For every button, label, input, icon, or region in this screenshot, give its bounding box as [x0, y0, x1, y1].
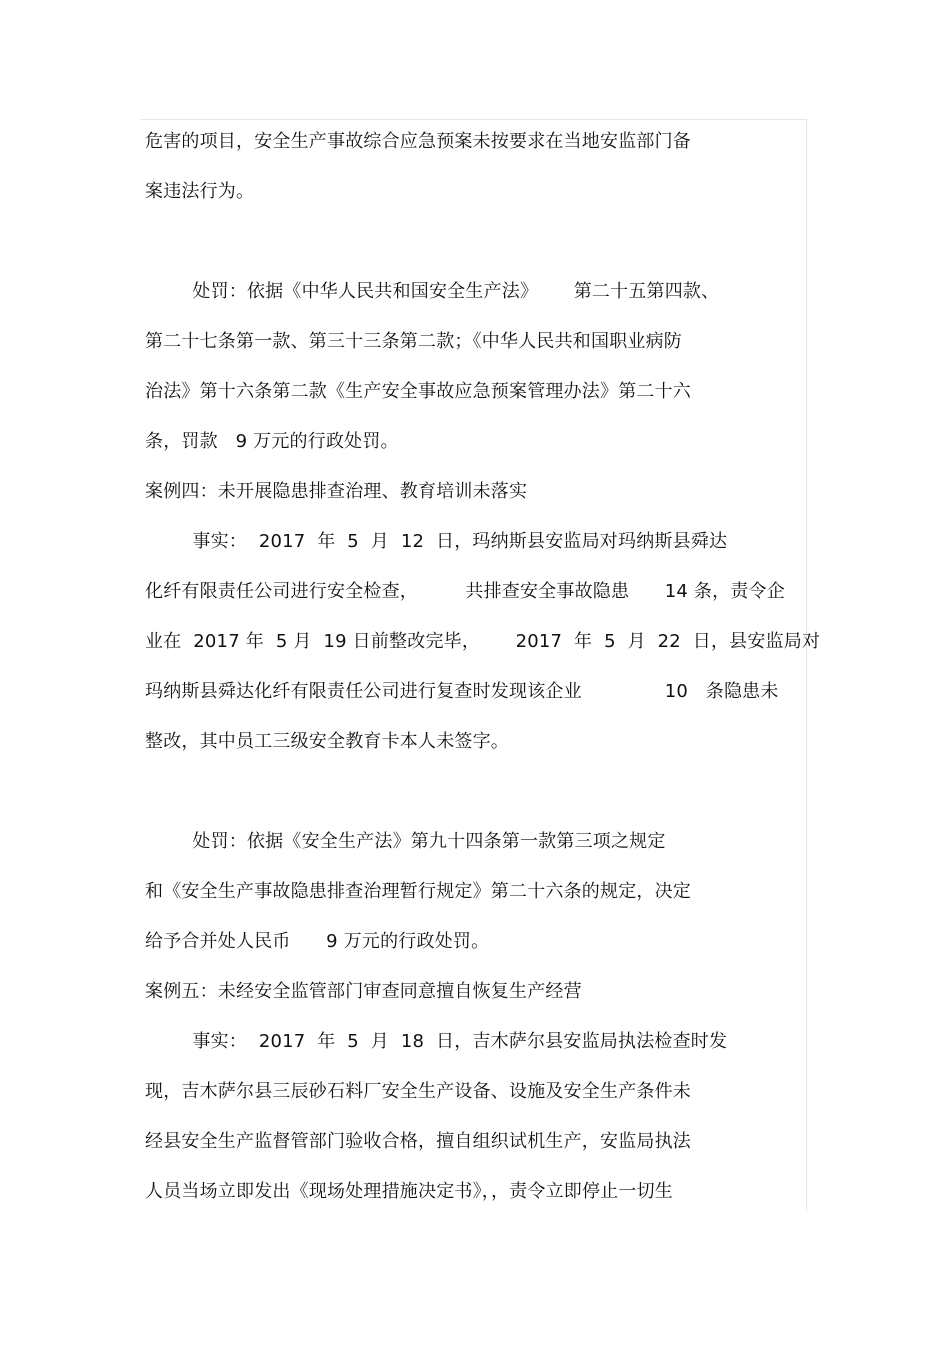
case-heading: 案例四：未开展隐患排查治理、教育培训未落实: [145, 481, 528, 502]
text-line: 化纤有限责任公司进行安全检查， 共排查安全事故隐患 14 条，责令企: [145, 581, 785, 602]
penalty-paragraph-line: 处罚：依据《安全生产法》第九十四条第一款第三项之规定: [145, 831, 666, 852]
text-line: 给予合并处人民币 9 万元的行政处罚。: [145, 931, 490, 952]
text-line: 治法》第十六条第二款《生产安全事故应急预案管理办法》第二十六: [145, 381, 691, 402]
text-line: 案违法行为。: [145, 181, 255, 202]
penalty-paragraph-line: 处罚：依据《中华人民共和国安全生产法》 第二十五第四款、: [145, 281, 720, 302]
text-line: 业在 2017 年 5 月 19 日前整改完毕， 2017 年 5 月 22 日，县安监局对: [145, 631, 821, 652]
text-line: 条，罚款 9 万元的行政处罚。: [145, 431, 399, 452]
text-line: 人员当场立即发出《现场处理措施决定书》，，责令立即停止一切生: [145, 1181, 673, 1202]
text-line: 经县安全生产监督管部门验收合格，擅自组织试机生产，安监局执法: [145, 1131, 691, 1152]
facts-paragraph-line: 事实： 2017 年 5 月 18 日，吉木萨尔县安监局执法检查时发: [145, 1031, 728, 1052]
text-line: 整改，其中员工三级安全教育卡本人未签字。: [145, 731, 509, 752]
text-line: 第二十七条第一款、第三十三条第二款；《中华人民共和国职业病防: [145, 331, 682, 352]
text-line: 和《安全生产事故隐患排查治理暂行规定》第二十六条的规定，决定: [145, 881, 691, 902]
facts-paragraph-line: 事实： 2017 年 5 月 12 日，玛纳斯县安监局对玛纳斯县舜达: [145, 531, 728, 552]
case-heading: 案例五：未经安全监管部门审查同意擅自恢复生产经营: [145, 981, 582, 1002]
text-line: 现，吉木萨尔县三辰砂石料厂安全生产设备、设施及安全生产条件未: [145, 1081, 691, 1102]
text-line: 危害的项目，安全生产事故综合应急预案未按要求在当地安监部门备: [145, 131, 691, 152]
text-line: 玛纳斯县舜达化纤有限责任公司进行复查时发现该企业 10 条隐患未: [145, 681, 779, 702]
